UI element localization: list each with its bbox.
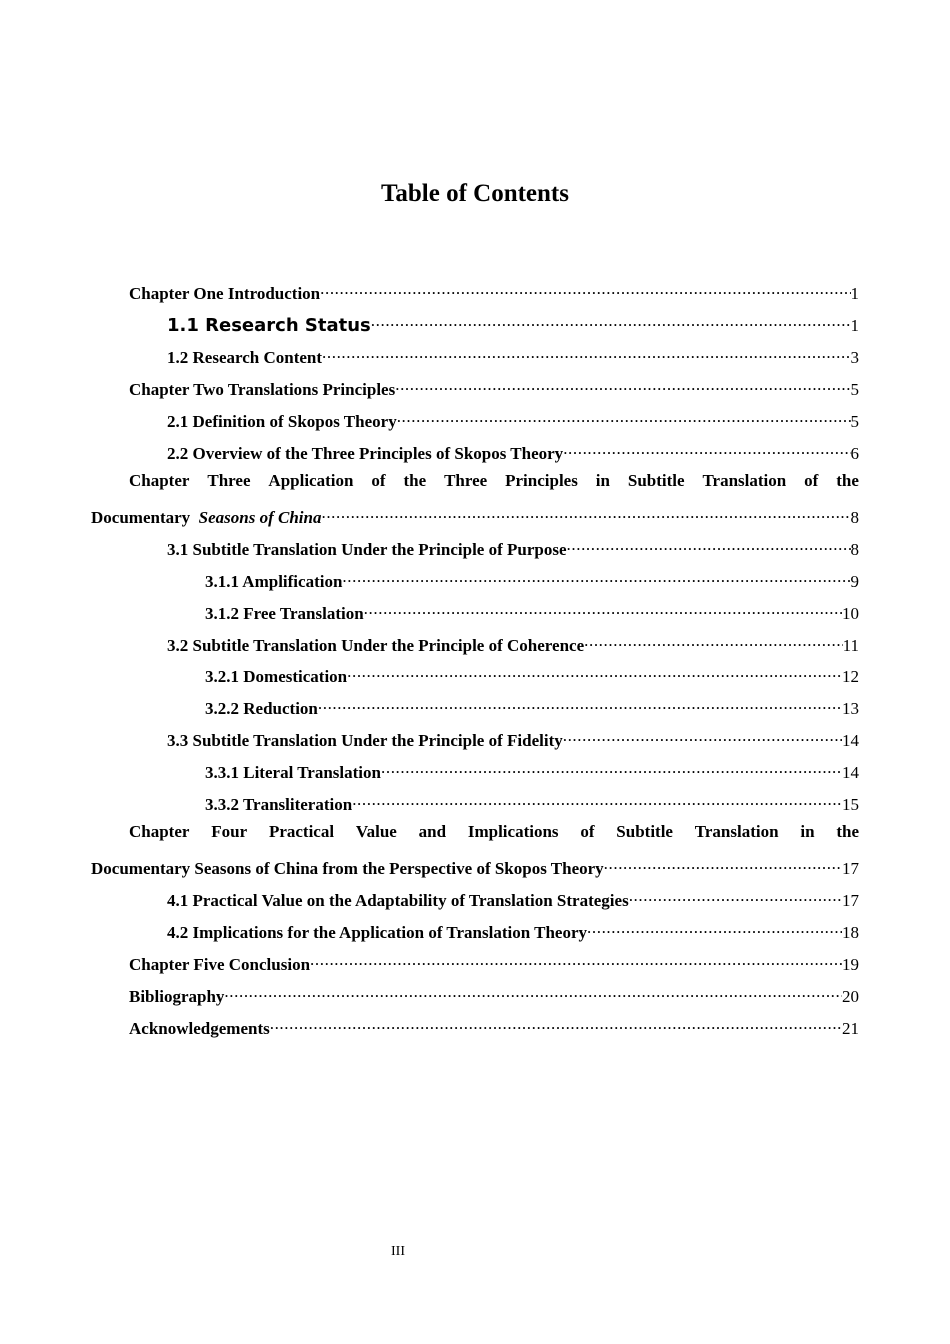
dot-leader: [347, 662, 842, 682]
toc-entry-1-1[interactable]: [167, 311, 859, 336]
dot-leader: [397, 407, 851, 427]
toc-page-number: 8: [850, 540, 859, 559]
toc-entry-label-prefix: Documentary: [91, 508, 191, 527]
toc-page-number: 17: [842, 859, 859, 878]
toc-page-number: 5: [850, 380, 859, 399]
toc-entry-3-1[interactable]: [167, 535, 859, 559]
dot-leader: [587, 918, 842, 938]
toc-word: Value: [355, 822, 397, 841]
toc-entry-label: 3.3.1 Literal Translation: [205, 763, 381, 782]
toc-entry-label: Chapter Five Conclusion: [129, 955, 311, 974]
toc-entry-label: 1.2 Research Content: [167, 348, 323, 367]
toc-entry-label: Chapter Two Translations Principles: [129, 380, 396, 399]
toc-entry-chapter-five[interactable]: [129, 950, 859, 974]
toc-word: of: [804, 471, 819, 490]
toc-entry-label: 3.3 Subtitle Translation Under the Principle of Fidelity: [167, 731, 563, 750]
toc-word: the: [836, 822, 859, 841]
toc-entry-label: 4.2 Implications for the Application of Translation Theory: [167, 923, 588, 942]
toc-entry-4-2[interactable]: [167, 918, 859, 942]
footer-page-number: III: [391, 1244, 405, 1259]
toc-word: Translation: [694, 822, 779, 841]
dot-leader: [310, 950, 842, 970]
toc-entry-label: 3.2.2 Reduction: [205, 699, 318, 718]
toc-page-number: 6: [850, 444, 859, 463]
toc-entry-chapter-one[interactable]: [129, 279, 859, 303]
toc-word: in: [595, 471, 610, 490]
toc-entry-label: Bibliography: [129, 987, 225, 1006]
toc-word: Subtitle: [627, 471, 685, 490]
toc-word: Four: [211, 822, 248, 841]
toc-word: the: [403, 471, 427, 490]
toc-entry-1-2[interactable]: [167, 343, 859, 367]
dot-leader: [584, 631, 843, 651]
toc-page-number: 18: [842, 923, 859, 942]
toc-entry-3-2[interactable]: [167, 631, 859, 655]
dot-leader: [381, 758, 842, 778]
toc-entry-4-1[interactable]: [167, 886, 859, 910]
dot-leader: [364, 599, 842, 619]
toc-entry-3-3-2[interactable]: [205, 790, 859, 814]
toc-page-number: 15: [842, 795, 859, 814]
dot-leader: [352, 790, 842, 810]
toc-entry-chapter-three-line2[interactable]: [91, 503, 859, 527]
toc-page-number: 12: [842, 667, 859, 686]
toc-entry-chapter-four-line1[interactable]: [129, 822, 859, 842]
toc-word: Three: [444, 471, 488, 490]
toc-entry-label: Documentary Seasons of China from the Perspective of Skopos Theory: [91, 859, 604, 878]
toc-entry-chapter-two[interactable]: [129, 375, 859, 399]
dot-leader: [371, 311, 851, 331]
toc-entry-3-2-2[interactable]: [205, 694, 859, 718]
toc-page-number: 20: [842, 987, 859, 1006]
toc-entry-label: Acknowledgements: [129, 1019, 270, 1038]
dot-leader: [342, 567, 850, 587]
toc-word: Implications: [467, 822, 559, 841]
toc-entry-label: 3.2 Subtitle Translation Under the Principle of Coherence: [167, 636, 585, 655]
toc-page-number: 19: [842, 955, 859, 974]
toc-page-number: 1: [850, 316, 859, 335]
toc-word: Chapter: [129, 822, 190, 841]
toc-entry-3-2-1[interactable]: [205, 662, 859, 686]
toc-entry-label: 1.1 Research Status: [167, 315, 371, 336]
toc-page-number: 3: [850, 348, 859, 367]
toc-page-number: 14: [842, 731, 859, 750]
toc-entry-label: 3.1 Subtitle Translation Under the Principle of Purpose: [167, 540, 567, 559]
toc-entry-label: 3.2.1 Domestication: [205, 667, 348, 686]
dot-leader: [322, 343, 850, 363]
dot-leader: [224, 982, 842, 1002]
dot-leader: [563, 439, 850, 459]
toc-word: Principles: [505, 471, 578, 490]
dot-leader: [270, 1014, 842, 1034]
toc-word: in: [800, 822, 815, 841]
toc-entry-label: 3.1.2 Free Translation: [205, 604, 364, 623]
toc-word: Application: [268, 471, 354, 490]
toc-word: the: [836, 471, 859, 490]
toc-entry-label-italic: Seasons of China: [198, 508, 322, 527]
toc-entry-label: Chapter One Introduction: [129, 284, 321, 303]
toc-page-number: 10: [842, 604, 859, 623]
toc-page-number: 13: [842, 699, 859, 718]
toc-word: Three: [207, 471, 251, 490]
toc-page-number: 5: [850, 412, 859, 431]
toc-entry-chapter-four-line2[interactable]: [91, 854, 859, 878]
dot-leader: [321, 503, 850, 523]
toc-entry-2-1[interactable]: [167, 407, 859, 431]
toc-word: of: [371, 471, 386, 490]
toc-entry-label: [91, 508, 321, 528]
toc-entry-chapter-three-line1[interactable]: [129, 471, 859, 491]
toc-entry-2-2[interactable]: [167, 439, 859, 463]
toc-entry-label: 3.1.1 Amplification: [205, 572, 343, 591]
dot-leader: [563, 726, 842, 746]
toc-page-number: 17: [842, 891, 859, 910]
toc-entry-bibliography[interactable]: [129, 982, 859, 1006]
dot-leader: [629, 886, 842, 906]
toc-entry-label: 3.3.2 Transliteration: [205, 795, 353, 814]
toc-entry-acknowledgements[interactable]: [129, 1014, 859, 1038]
toc-entry-label: 4.1 Practical Value on the Adaptability of Translation Strategies: [167, 891, 629, 910]
dot-leader: [318, 694, 842, 714]
toc-entry-3-1-2[interactable]: [205, 599, 859, 623]
dot-leader: [604, 854, 842, 874]
toc-page-number: 14: [842, 763, 859, 782]
toc-word: Chapter: [129, 471, 190, 490]
dot-leader: [395, 375, 850, 395]
toc-word: of: [580, 822, 595, 841]
toc-page-number: 9: [850, 572, 859, 591]
toc-entry-label: 2.2 Overview of the Three Principles of Skopos Theory: [167, 444, 564, 463]
toc-page-number: 1: [850, 284, 859, 303]
dot-leader: [567, 535, 851, 555]
toc-entry-label: 2.1 Definition of Skopos Theory: [167, 412, 397, 431]
toc-entry-3-1-1[interactable]: [205, 567, 859, 591]
toc-word: Translation: [702, 471, 787, 490]
toc-page-number: 21: [842, 1019, 859, 1038]
toc-page-number: 8: [850, 508, 859, 527]
dot-leader: [320, 279, 850, 299]
toc-word: Practical: [268, 822, 335, 841]
toc-word: Subtitle: [616, 822, 673, 841]
toc-word: and: [418, 822, 447, 841]
toc-entry-3-3[interactable]: [167, 726, 859, 750]
toc-page-number: 11: [842, 636, 859, 655]
toc-entry-3-3-1[interactable]: [205, 758, 859, 782]
page-title: Table of Contents: [381, 180, 569, 207]
